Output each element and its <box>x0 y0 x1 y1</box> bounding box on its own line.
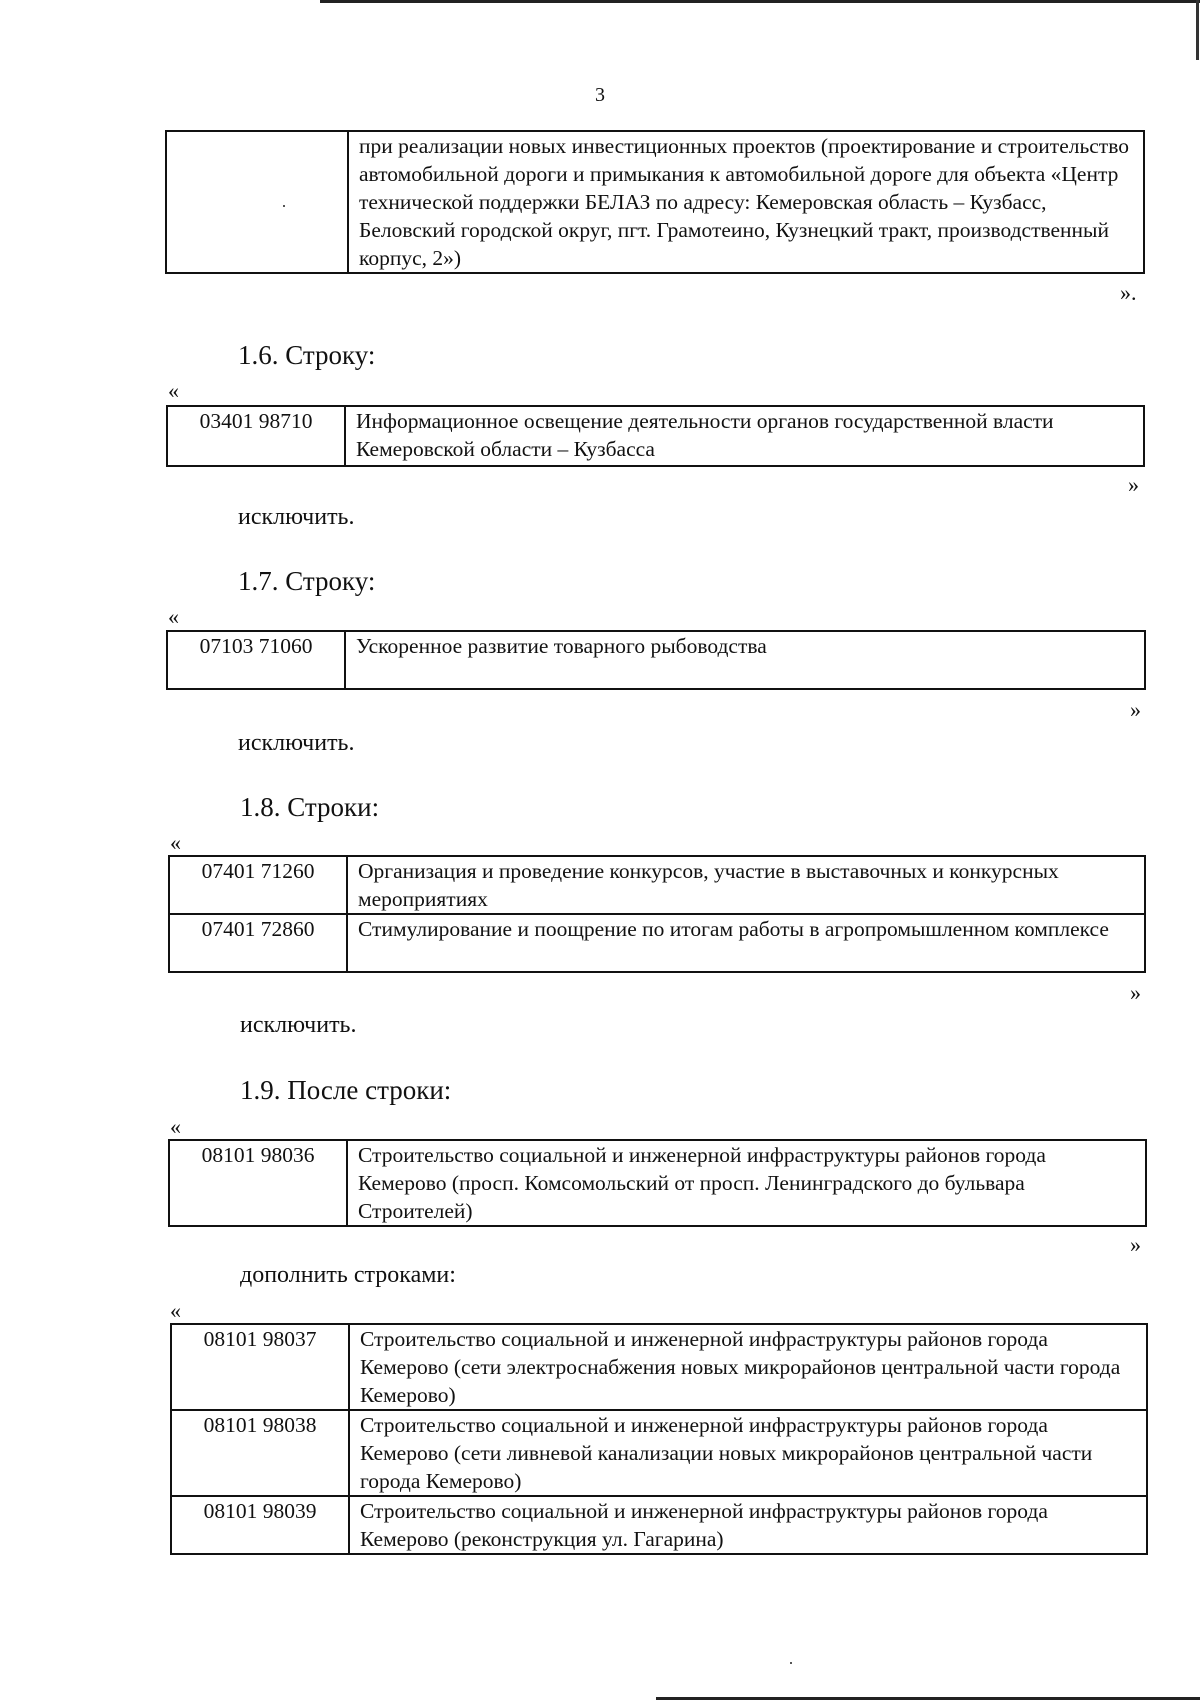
table-1-8 <box>168 855 1146 973</box>
close-quote: » <box>1130 697 1141 722</box>
text-cell: Строительство социальной и инженерной инфраструктуры районов города Кемерово (просп. Комсомольский от просп. Ленинградского до бульвара Строителей) <box>347 1140 1146 1226</box>
code-cell: 08101 98036 <box>169 1140 347 1226</box>
close-quote: » <box>1130 1232 1141 1257</box>
table-1-9-after <box>168 1139 1147 1227</box>
table-1-7 <box>166 630 1146 690</box>
text-cell: Строительство социальной и инженерной инфраструктуры районов города Кемерово (реконструкция ул. Гагарина) <box>349 1496 1147 1554</box>
closing-quote: ». <box>1120 280 1137 305</box>
code-cell: 08101 98037 <box>171 1324 349 1410</box>
section-heading-1-9: 1.9. После строки: <box>240 1075 452 1105</box>
table-row <box>169 914 1145 972</box>
scan-top-edge <box>320 0 1200 3</box>
code-cell <box>166 131 348 273</box>
code-cell: 07401 71260 <box>169 856 347 914</box>
action-add-rows: дополнить строками: <box>240 1262 456 1288</box>
action-exclude: исключить. <box>238 730 355 756</box>
top-table <box>165 130 1145 274</box>
table-row <box>166 131 1144 273</box>
close-quote: » <box>1130 980 1141 1005</box>
scan-speck <box>790 1662 792 1664</box>
action-exclude: исключить. <box>240 1012 357 1038</box>
open-quote: « <box>170 830 181 855</box>
code-cell: 07103 71060 <box>167 631 345 689</box>
section-heading-1-7: 1.7. Строку: <box>238 566 376 596</box>
section-heading-1-8: 1.8. Строки: <box>240 792 380 822</box>
text-cell: Информационное освещение деятельности органов государственной власти Кемеровской области – Кузбасса <box>345 406 1144 466</box>
table-row <box>169 856 1145 914</box>
text-cell: Организация и проведение конкурсов, участие в выставочных и конкурсных мероприятиях <box>347 856 1145 914</box>
text-cell: Строительство социальной и инженерной инфраструктуры районов города Кемерово (сети электроснабжения новых микрорайонов центральной части города Кемерово) <box>349 1324 1147 1410</box>
code-cell: 08101 98039 <box>171 1496 349 1554</box>
text-cell: Строительство социальной и инженерной инфраструктуры районов города Кемерово (сети ливневой канализации новых микрорайонов центральной части города Кемерово) <box>349 1410 1147 1496</box>
open-quote: « <box>170 1298 181 1323</box>
open-quote: « <box>168 604 179 629</box>
table-1-9-added <box>170 1323 1148 1555</box>
table-row <box>167 406 1144 466</box>
code-cell: 03401 98710 <box>167 406 345 466</box>
table-row <box>171 1324 1147 1410</box>
open-quote: « <box>170 1114 181 1139</box>
text-cell: Ускоренное развитие товарного рыбоводства <box>345 631 1145 689</box>
text-cell: при реализации новых инвестиционных проектов (проектирование и строительство автомобильной дороги и примыкания к автомобильной дороге для объекта «Центр технической поддержки БЕЛАЗ по адресу: Кемеровская область – Кузбасс, Беловский городской округ, пгт. Грамотеино, Кузнецкий тракт, производственный корпус, 2») <box>348 131 1144 273</box>
scan-right-edge <box>1196 0 1199 60</box>
table-row <box>171 1496 1147 1554</box>
code-cell: 07401 72860 <box>169 914 347 972</box>
table-1-6 <box>166 405 1145 467</box>
table-row <box>169 1140 1146 1226</box>
close-quote: » <box>1128 472 1139 497</box>
code-cell: 08101 98038 <box>171 1410 349 1496</box>
open-quote: « <box>168 378 179 403</box>
action-exclude: исключить. <box>238 504 355 530</box>
scan-bottom-edge <box>656 1697 1200 1700</box>
section-heading-1-6: 1.6. Строку: <box>238 340 376 370</box>
scan-speck <box>283 205 285 207</box>
text-cell: Стимулирование и поощрение по итогам работы в агропромышленном комплексе <box>347 914 1145 972</box>
table-row <box>171 1410 1147 1496</box>
table-row <box>167 631 1145 689</box>
page-number: 3 <box>595 84 605 106</box>
